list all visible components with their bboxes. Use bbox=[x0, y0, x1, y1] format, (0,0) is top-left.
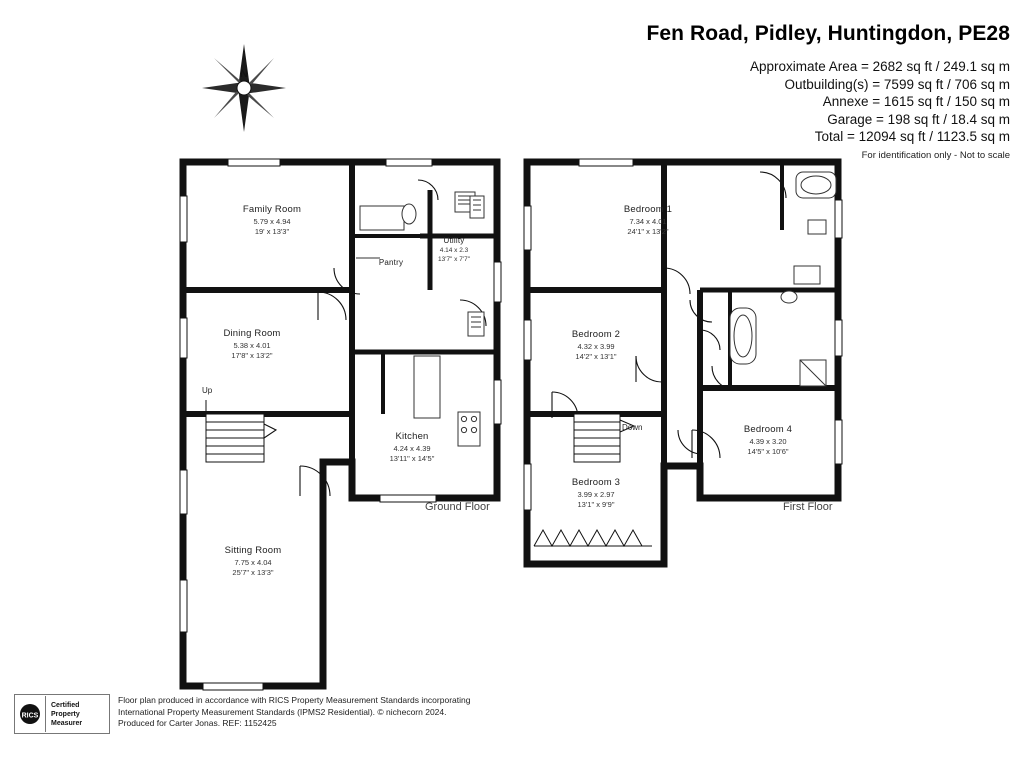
badge-line-1: Certified bbox=[51, 701, 80, 709]
room-label-family-room bbox=[232, 204, 312, 237]
footer-note-line-2: International Property Measurement Standards (IPMS2 Residential). © nichecorn 2024. bbox=[118, 706, 447, 717]
room-label-kitchen bbox=[376, 431, 448, 464]
room-label-bedroom-4 bbox=[729, 424, 807, 457]
area-line-outbuildings: Outbuilding(s) = 7599 sq ft / 706 sq m bbox=[784, 76, 1010, 92]
room-metric: 4.14 x 2.3 bbox=[439, 246, 469, 254]
room-label-sitting-room bbox=[213, 545, 293, 578]
compass-north-label: N bbox=[240, 68, 248, 80]
floor-label-first: First Floor bbox=[783, 501, 833, 513]
footer bbox=[14, 694, 1009, 742]
page-title: Fen Road, Pidley, Huntingdon, PE28 bbox=[646, 22, 1010, 45]
badge-line-3: Measurer bbox=[51, 719, 83, 727]
room-name: Family Room bbox=[242, 204, 302, 215]
room-imperial: 17'8" x 13'2" bbox=[231, 350, 273, 360]
room-label-bedroom-1 bbox=[609, 204, 687, 237]
room-name: Bedroom 2 bbox=[571, 329, 621, 340]
room-name: Bedroom 1 bbox=[623, 204, 673, 215]
room-label-bedroom-2 bbox=[557, 329, 635, 362]
room-imperial: 24'1" x 13'2" bbox=[627, 226, 669, 236]
room-imperial: 14'2" x 13'1" bbox=[575, 351, 617, 361]
disclaimer-text: For identification only - Not to scale bbox=[861, 149, 1010, 161]
room-metric: 5.79 x 4.94 bbox=[253, 216, 291, 226]
room-name: Kitchen bbox=[395, 431, 429, 442]
footer-note-line-1: Floor plan produced in accordance with RICS Property Measurement Standards incorporating bbox=[118, 695, 471, 705]
rics-certified-badge bbox=[14, 694, 110, 734]
room-label-utility bbox=[424, 236, 484, 264]
room-name: Sitting Room bbox=[224, 545, 282, 556]
area-line-annexe: Annexe = 1615 sq ft / 150 sq m bbox=[822, 94, 1010, 109]
room-name: Utility bbox=[443, 236, 465, 245]
room-metric: 4.24 x 4.39 bbox=[393, 443, 431, 453]
room-name: Dining Room bbox=[223, 328, 281, 339]
room-label-pantry bbox=[366, 258, 416, 269]
room-imperial: 25'7" x 13'3" bbox=[232, 567, 274, 577]
room-metric: 3.99 x 2.97 bbox=[577, 489, 615, 499]
badge-line-2: Property bbox=[51, 710, 80, 718]
room-metric: 7.75 x 4.04 bbox=[234, 557, 272, 567]
svg-text:RICS: RICS bbox=[21, 712, 39, 720]
room-metric: 4.39 x 3.20 bbox=[749, 436, 787, 446]
stair-direction-down: Down bbox=[622, 423, 643, 432]
room-imperial: 13'7" x 7'7" bbox=[437, 255, 471, 263]
room-imperial: 13'1" x 9'9" bbox=[577, 499, 615, 509]
room-name: Bedroom 3 bbox=[571, 477, 621, 488]
room-imperial: 19' x 13'3" bbox=[254, 226, 290, 236]
footer-note-line-3: Produced for Carter Jonas. REF: 1152425 bbox=[118, 718, 277, 728]
room-name: Pantry bbox=[378, 258, 404, 267]
area-line-total: Total = 12094 sq ft / 1123.5 sq m bbox=[814, 129, 1010, 144]
footer-note bbox=[118, 695, 470, 730]
room-imperial: 14'5" x 10'6" bbox=[747, 446, 789, 456]
stair-direction-up: Up bbox=[202, 386, 213, 395]
room-label-bedroom-3 bbox=[557, 477, 635, 510]
room-metric: 5.38 x 4.01 bbox=[233, 340, 271, 350]
floor-label-ground: Ground Floor bbox=[425, 501, 490, 513]
room-metric: 7.34 x 4.01 bbox=[629, 216, 667, 226]
area-line-garage: Garage = 198 sq ft / 18.4 sq m bbox=[827, 111, 1010, 127]
room-name: Bedroom 4 bbox=[743, 424, 793, 435]
room-metric: 4.32 x 3.99 bbox=[577, 341, 615, 351]
room-imperial: 13'11" x 14'5" bbox=[389, 453, 435, 463]
room-label-dining-room bbox=[212, 328, 292, 361]
area-line-approximate: Approximate Area = 2682 sq ft / 249.1 sq m bbox=[749, 59, 1010, 74]
rics-logo-icon bbox=[15, 696, 46, 732]
